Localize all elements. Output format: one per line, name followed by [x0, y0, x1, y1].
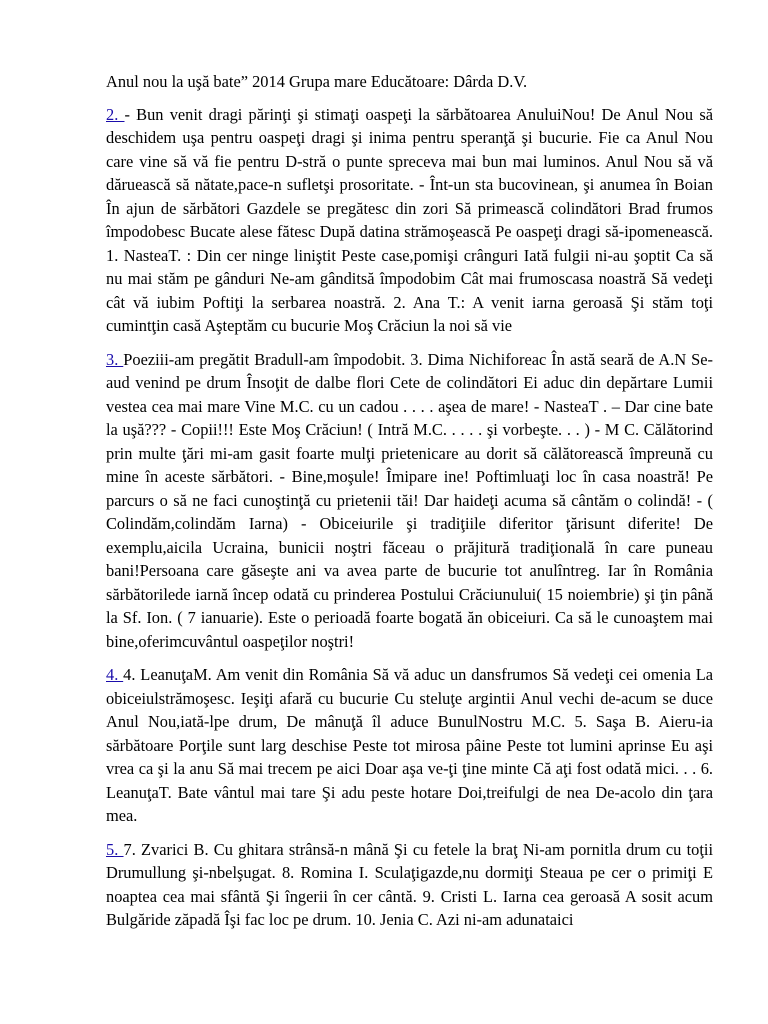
paragraph-text: 4. LeanuţaM. Am venit din România Să vă aduc un dansfrumos Să vedeţi cei omenia La obiceiulstrămoşesc. Ieşiţi afară cu bucurie Cu steluţe argintii Anul vechi de-acum se duce Anul Nou,iată-lpe drum, De mânuţă îl aduce BunulNostru M.C. 5. Saşa B. Aieru-ia sărbătoare Porţile sunt larg deschise Peste tot mirosa pâine Peste tot lumini aprinse Eu aşi vrea ca şi la anu Să mai trecem pe aici Doar aşa ve-ţi ţine minte Că aţi fost odată mici. . . 6. LeanuţaT. Bate vântul mai tare Şi adu peste hotare Doi,treifulgi de nea De-acolo din ţara mea.	[106, 665, 714, 825]
paragraph-text: Poeziii-am pregătit Bradull-am împodobit. 3. Dima Nichiforeac În astă seară de A.N Se-aud venind pe drum Însoţit de dalbe flori Cete de colindători Ei aduc din depărtare Lumii vestea cea mai mare Vine M.C. cu un cadou . . . . aşea de mare! - NasteaT . – Dar cine bate la uşă??? - Copii!!! Este Moş Crăciun! ( Intră M.C. . . . . şi vorbeşte. . . ) - M C. Călătorind prin multe ţări mi-am gasit foarte mulţi prietenicare au dorit să călătorească împreună cu mine în aceste sărbători. - Bine,moşule! Îmipare ine! Poftimluaţi loc în casa noastră! Pe parcurs o să ne faci cunoştinţă cu prietenii tăi! Dar haideţi acuma să cântăm o colindă! - ( Colindăm,colindăm Iarna) - Obiceiurile şi tradiţiile diferitor ţărisunt diferite! De exemplu,aicila Ucraina, bunicii noştri făceau o prăjitură tradiţională în care puneau bani!Persoana care găseşte ani va avea parte de bucurie tot anulîntreg. Iar în România sărbătorilede iarnă încep odată cu prinderea Postului Crăciunului( 15 noiembrie) şi ţin până la Sf. Ion. ( 7 ianuarie). Este o perioadă foarte bogată ăn obiceiuri. Ca să le cunoaştem mai bine,oferimcuvântul oaspeţilor noştri!	[106, 349, 714, 651]
page-link-2[interactable]: 2.	[106, 104, 125, 124]
paragraph-text: - Bun venit dragi părinţi şi stimaţi oaspeţi la sărbătoarea AnuluiNou! De Anul Nou să deschidem uşa pentru oaspeţi dragi şi inima pentru speranţă şi bucurie. Fie ca Anul Nou care vine să vă fie pentru D-stră o punte spreceva mai bun mai luminos. Anul Nou să vă dăruească să nătate,pace-n sufletşi prosoritate. - Înt-un sta bucovinean, şi anumea în Boian În ajun de sărbători Gazdele se pregătesc din zori Să primească colindători Brad frumos împodobesc Bucate alese fătesc După datina strămoşească Pe oaspeţi dragi să-ipomenească. 1. NasteaT. : Din cer ninge liniştit Peste case,pomişi crânguri Iată fulgii ni-au şoptit Ca să nu mai stăm pe gânduri Ne-am gânditsă împodobim Cât mai frumoscasa noastră Să vedeţi cât vă iubim Poftiţi la serbarea noastră. 2. Ana T.: A venit iarna geroasă Şi stăm toţi cumintţin casă Aşteptăm cu bucurie Moş Crăciun la noi să vie	[106, 104, 713, 335]
paragraph-page-2	[106, 103, 713, 338]
document-title: Anul nou la uşă bate” 2014 Grupa mare Educătoare: Dârda D.V.	[106, 72, 528, 91]
paragraph-page-5	[106, 838, 713, 932]
paragraph-page-4	[106, 663, 713, 828]
page-link-3[interactable]: 3.	[106, 349, 124, 369]
document-page	[106, 70, 713, 942]
paragraph-page-3	[106, 348, 713, 654]
page-link-4[interactable]: 4.	[106, 665, 124, 684]
paragraph-text: 7. Zvarici B. Cu ghitara strânsă-n mână Şi cu fetele la braţ Ni-am pornitla drum cu toţii Drumullung şi-nbelşugat. 8. Romina I. Sculaţigazde,nu dormiţi Steaua pe cer o primiţi E noaptea cea mai sfântă Şi îngerii în cer cântă. 9. Cristi L. Iarna cea geroasă A sosit acum Bulgăride zăpadă Îşi fac loc pe drum. 10. Jenia C. Azi ni-am adunataici	[106, 839, 714, 929]
page-link-5[interactable]: 5.	[106, 839, 124, 859]
